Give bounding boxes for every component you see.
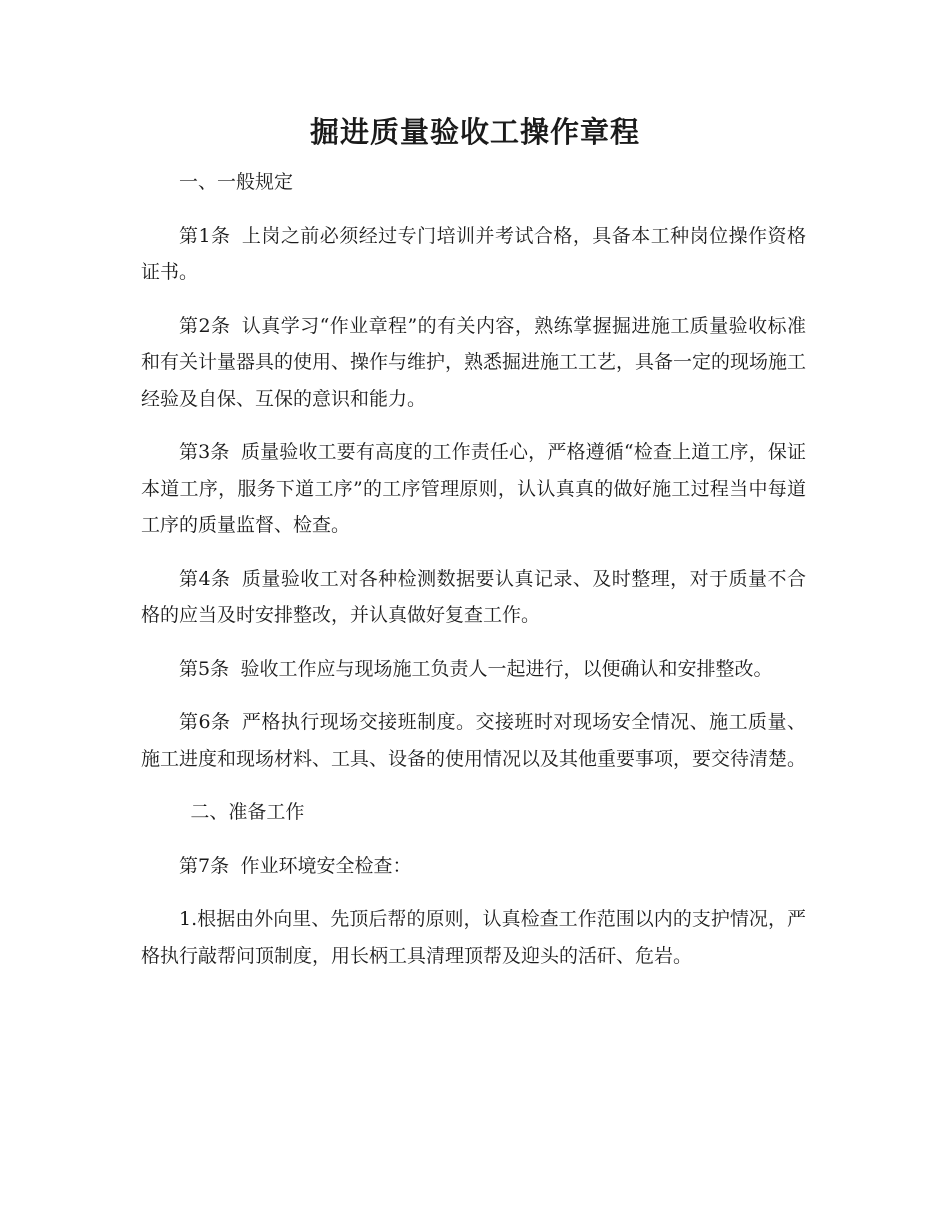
article-label: 第6条: [179, 711, 231, 733]
article-label: 第7条: [179, 854, 230, 877]
article-label: 第3条: [179, 441, 230, 463]
item-text: 根据由外向里、先顶后帮的原则，认真检查工作范围以内的支护情况，严格执行敲帮问顶制度，用长柄工具清理顶帮及迎头的活矸、危岩。: [141, 908, 806, 967]
article-3: [141, 434, 806, 544]
article-2: [141, 308, 806, 418]
item-label: 1.: [179, 908, 198, 930]
article-7: [141, 848, 806, 885]
article-5: [141, 651, 806, 688]
article-4: [141, 561, 806, 634]
article-1: [141, 218, 806, 291]
article-text: 质量验收工对各种检测数据要认真记录、及时整理，对于质量不合格的应当及时安排整改，并认真做好复查工作。: [141, 567, 806, 626]
article-text: 质量验收工要有高度的工作责任心，严格遵循“检查上道工序，保证本道工序，服务下道工序”的工序管理原则，认认真真的做好施工过程当中每道工序的质量监督、检查。: [141, 441, 806, 536]
document-body: [141, 164, 806, 991]
section-heading: 一、一般规定: [179, 171, 294, 193]
section-heading: 二、准备工作: [190, 801, 305, 823]
article-text: 认真学习“作业章程”的有关内容，熟练掌握掘进施工质量验收标准和有关计量器具的使用、操作与维护，熟悉掘进施工工艺，具备一定的现场施工经验及自保、互保的意识和能力。: [141, 314, 807, 410]
article-text: 验收工作应与现场施工负责人一起进行，以便确认和安排整改。: [240, 657, 773, 680]
article-6: [141, 704, 806, 777]
article-text: 严格执行现场交接班制度。交接班时对现场安全情况、施工质量、施工进度和现场材料、工具、设备的使用情况以及其他重要事项，要交待清楚。: [141, 711, 807, 770]
document-title: 掘进质量验收工操作章程: [309, 115, 640, 149]
article-text: 上岗之前必须经过专门培训并考试合格，具备本工种岗位操作资格证书。: [141, 224, 806, 283]
article-label: 第4条: [179, 567, 231, 590]
article-label: 第1条: [179, 224, 231, 247]
list-item: [141, 901, 806, 974]
article-text: 作业环境安全检查：: [240, 854, 412, 877]
article-label: 第5条: [179, 657, 230, 680]
article-label: 第2条: [179, 314, 231, 337]
